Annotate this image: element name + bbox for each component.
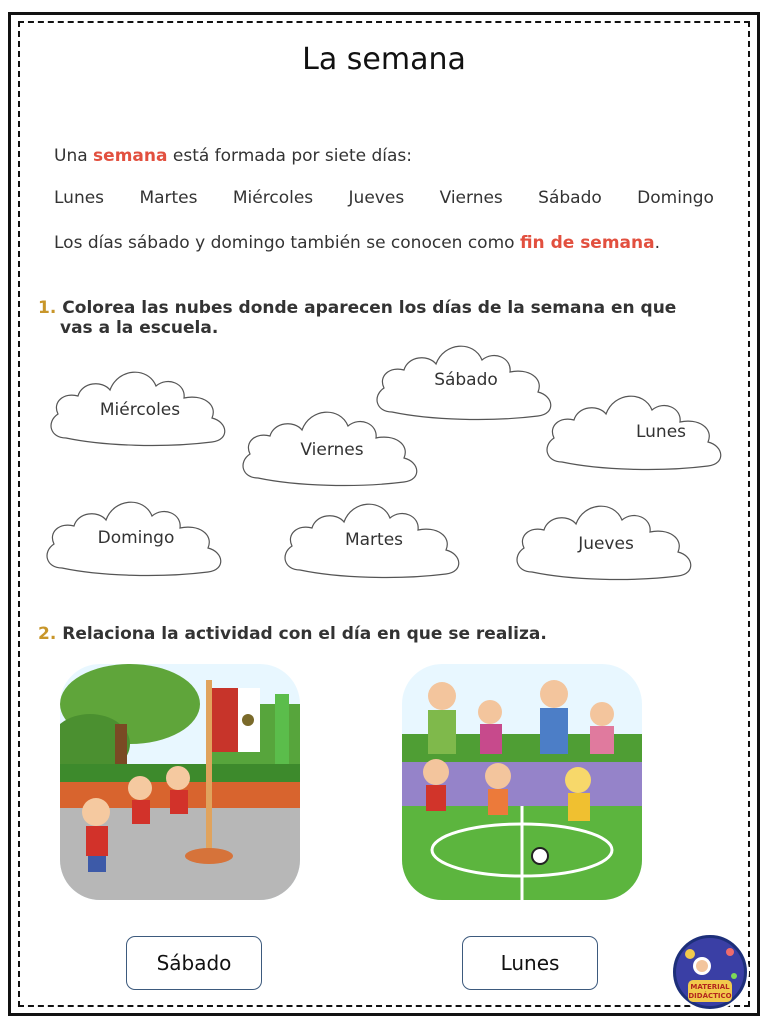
day-viernes: Viernes bbox=[439, 188, 503, 208]
cloud-jueves[interactable] bbox=[510, 490, 702, 582]
weekend-highlight: fin de semana bbox=[519, 233, 655, 253]
day-domingo: Domingo bbox=[637, 188, 714, 208]
days-list bbox=[54, 188, 714, 208]
weekend-suffix: . bbox=[654, 233, 661, 253]
cloud-domingo[interactable] bbox=[40, 486, 232, 578]
logo-line2: DIDÁCTICO bbox=[688, 992, 732, 1000]
weekend-prefix: Los días sábado y domingo también se conocen como bbox=[54, 233, 520, 253]
day-lunes: Lunes bbox=[54, 188, 105, 208]
day-martes: Martes bbox=[139, 188, 198, 208]
question-1-number: 1. bbox=[38, 298, 57, 318]
question-1-line2: vas a la escuela. bbox=[60, 318, 219, 338]
question-2-number: 2. bbox=[38, 624, 57, 644]
cloud-viernes[interactable] bbox=[236, 396, 428, 488]
cloud-lunes[interactable] bbox=[540, 380, 732, 472]
day-sabado: Sábado bbox=[538, 188, 602, 208]
question-1 bbox=[38, 298, 676, 338]
question-2 bbox=[38, 624, 547, 644]
day-miercoles: Miércoles bbox=[232, 188, 314, 208]
cloud-label: Miércoles bbox=[99, 400, 181, 420]
intro-prefix: Una bbox=[54, 146, 94, 166]
question-2-text: Relaciona la actividad con el día en que se realiza. bbox=[62, 624, 547, 644]
intro-highlight: semana bbox=[93, 146, 168, 166]
weekend-text bbox=[54, 233, 660, 253]
soccer-illustration bbox=[402, 664, 642, 900]
day-jueves: Jueves bbox=[348, 188, 405, 208]
question-1-line1: Colorea las nubes donde aparecen los días de la semana en que bbox=[62, 298, 677, 318]
page-title: La semana bbox=[302, 42, 466, 77]
cloud-label: Martes bbox=[344, 530, 404, 550]
answer-box-lunes[interactable]: Lunes bbox=[462, 936, 598, 990]
intro-text bbox=[54, 146, 412, 166]
answer-box-sabado[interactable]: Sábado bbox=[126, 936, 262, 990]
cloud-label: Sábado bbox=[434, 370, 498, 390]
logo-line1: MATERIAL bbox=[690, 983, 730, 991]
intro-suffix: está formada por siete días: bbox=[167, 146, 413, 166]
cloud-martes[interactable] bbox=[278, 488, 470, 580]
cloud-label: Lunes bbox=[635, 422, 687, 442]
cloud-label: Jueves bbox=[578, 534, 634, 554]
material-didactico-logo bbox=[670, 932, 750, 1012]
flag-ceremony-illustration bbox=[60, 664, 300, 900]
cloud-label: Domingo bbox=[97, 528, 175, 548]
cloud-label: Viernes bbox=[300, 440, 364, 460]
cloud-miercoles[interactable] bbox=[44, 356, 236, 448]
